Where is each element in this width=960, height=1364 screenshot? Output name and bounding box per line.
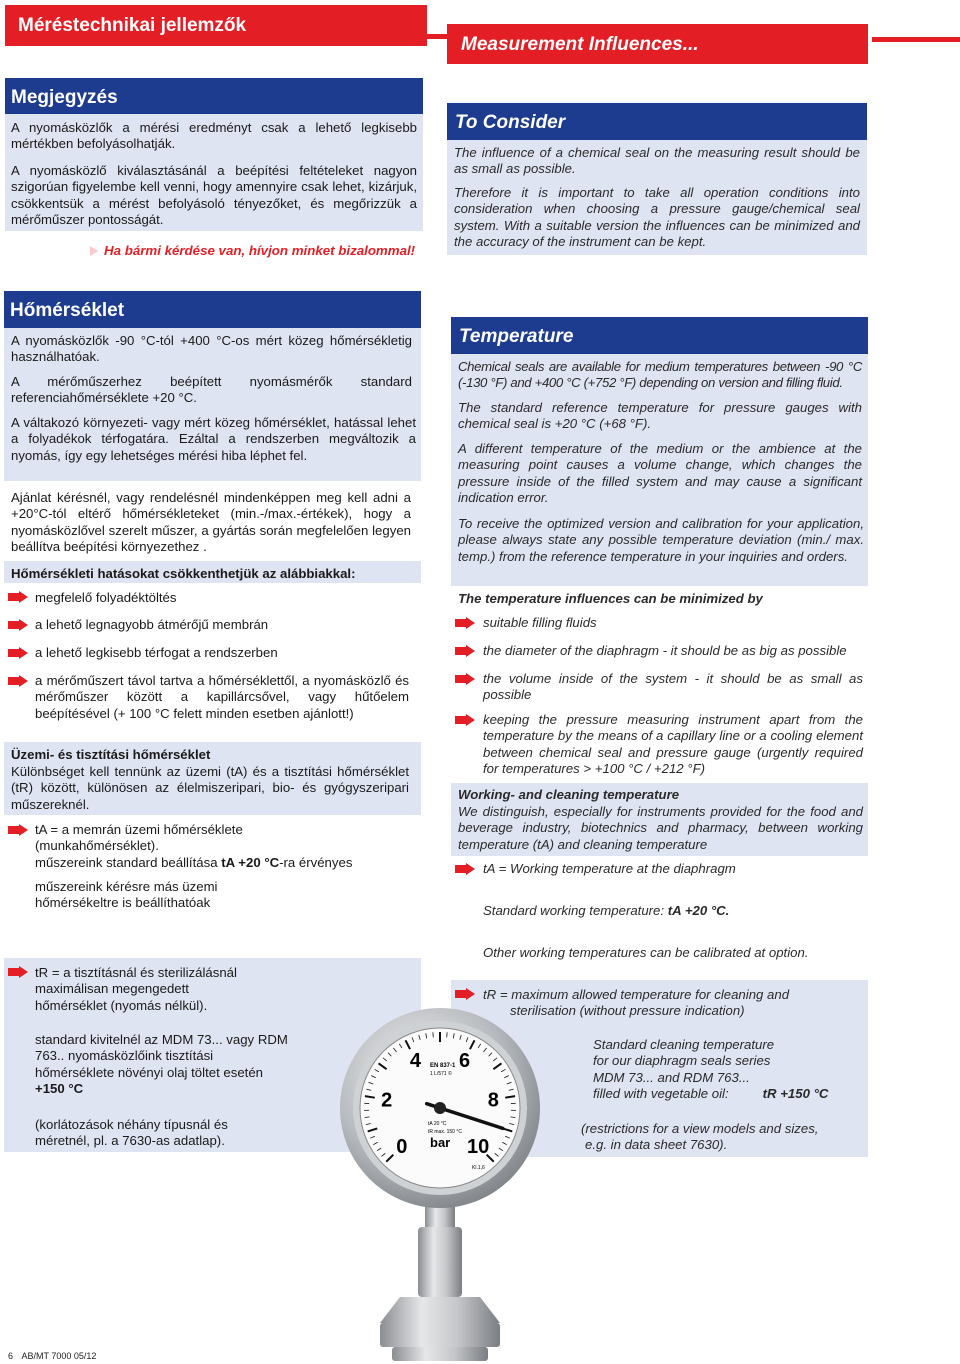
- bullet-arrow-icon: [455, 988, 475, 1000]
- temp-en-sub: [458, 591, 763, 607]
- temp-hu-sub-text: Hőmérsékleti hatásokat csökkenthetjük az alábbiakkal:: [11, 566, 356, 581]
- gauge-hub: [434, 1102, 446, 1114]
- temp-hu-tr2: maximálisan megengedett: [35, 981, 189, 997]
- gauge-tick-label: 2: [381, 1089, 393, 1112]
- note-hu-body: [5, 114, 423, 231]
- footer-code: AB/MT 7000 05/12: [21, 1351, 97, 1361]
- gauge-tr-label: tR max. 150 °C: [428, 1129, 462, 1135]
- pressure-gauge-image: [340, 1005, 540, 1364]
- temp-hu-sub: [11, 566, 356, 582]
- temp-hu-tr1: tR = a tisztításnál és sterilizálásnál: [35, 965, 237, 980]
- gauge-flange-base: [392, 1347, 488, 1361]
- temp-hu-work-heading-text: Üzemi- és tisztítási hőmérséklet: [11, 747, 211, 762]
- temp-en-tr6: [593, 1086, 828, 1102]
- temp-en-b1: [483, 615, 597, 631]
- temp-en-work-p: [458, 804, 863, 853]
- temp-en-p3: [458, 441, 862, 507]
- temp-hu-b1-text: megfelelő folyadéktöltés: [35, 590, 177, 605]
- gauge-ta-label: tA 20 °C: [428, 1121, 447, 1127]
- gauge-flange-cone: [380, 1297, 500, 1323]
- bullet-arrow-icon: [455, 617, 475, 629]
- bullet-arrow-icon: [455, 645, 475, 657]
- temp-hu-tr-std: [35, 1032, 288, 1098]
- footer-page: 6: [8, 1351, 14, 1361]
- temp-hu-ta5: hőmérsékeltre is beállíthatóak: [35, 895, 211, 911]
- bullet-arrow-icon: [8, 675, 28, 687]
- temp-en-b2: [483, 643, 847, 659]
- gauge-svg: [340, 1005, 540, 1364]
- temp-hu-ta3b: tA +20 °C: [221, 854, 280, 870]
- note-en-heading-text: To Consider: [455, 112, 566, 133]
- bullet-arrow-icon: [8, 647, 28, 659]
- temp-hu-tr4: standard kivitelnél az MDM 73... vagy RDM: [35, 1032, 288, 1047]
- temp-en-b1-text: suitable filling fluids: [483, 615, 597, 630]
- temp-hu-ta2: (munkahőmérséklet).: [35, 838, 159, 854]
- temp-hu-heading-text: Hőmérséklet: [10, 300, 125, 321]
- temp-en-b3-text: the volume inside of the system - it should be as small as possible: [483, 671, 863, 703]
- temp-hu-tr3: hőmérséklet (nyomás nélkül).: [35, 997, 208, 1013]
- temp-en-tr1: tR = maximum allowed temperature for cleaning and: [483, 987, 790, 1002]
- temp-hu-b3: [35, 645, 278, 661]
- temp-en-tr6a: filled with vegetable oil:: [593, 1086, 729, 1102]
- temp-hu-work-p-text: Különbséget kell tennünk az üzemi (tA) és a tisztítási hőmérséklet (tR) között, különösen az élelmiszeripari, bio- és gyógyszeripari műszereknél.: [11, 764, 409, 812]
- temp-hu-ta1: tA = a memrán üzemi hőmérséklete: [35, 822, 243, 837]
- temp-en-tr3: Standard cleaning temperature: [593, 1037, 775, 1052]
- temp-en-tr-note: [581, 1121, 818, 1154]
- temp-en-tr4: for our diaphragm seals series: [593, 1053, 771, 1069]
- temp-en-tr-std: [593, 1037, 828, 1103]
- note-hu-callout-text: Ha bármi kérdése van, hívjon minket bizalommal!: [104, 243, 416, 258]
- gauge-model: EN 837-1: [430, 1063, 456, 1069]
- temp-hu-ta-block: [35, 822, 352, 871]
- temp-en-p2-text: The standard reference temperature for pressure gauges with chemical seal is +20 °C (+68 °F).: [458, 400, 862, 432]
- temp-hu-b1: [35, 590, 176, 606]
- gauge-tick-label: 0: [396, 1136, 408, 1159]
- temp-hu-p3-text: A váltakozó környezeti- vagy mért közeg hőmérséklet, hatással lehet a folyadékok térfogatára. Ezáltal a rendszerben megváltozik a nyomás, így egy lehetséges mérési hiba léphet fel.: [11, 415, 416, 463]
- temp-en-p3-text: A different temperature of the medium or the ambience at the measuring point causes a volume change, which changes the pressure inside of the filled system and may cause a significant indication error.: [458, 441, 862, 506]
- temp-en-ta1: [483, 861, 736, 877]
- temp-hu-ta-extra: [35, 879, 217, 912]
- footer: [8, 1351, 96, 1361]
- header-en-title-text: Measurement Influences...: [461, 34, 699, 55]
- note-hu-p2: A nyomásközlő kiválasztásánál a beépítési feltételeket nagyon szigorúan figyelembe kell venni, hogy amennyire csak lehet, kizárjuk, csökkentsük a mérést befolyásoló tényezőket, és megőrizzük a mérőműszer pontosságát.: [11, 162, 417, 228]
- bullet-arrow-icon: [8, 966, 28, 978]
- gauge-tick-label: 4: [409, 1049, 422, 1072]
- temp-hu-work-p: [11, 764, 409, 813]
- temp-en-p4-text: To receive the optimized version and calibration for your application, please always state any possible temperature deviation (min./ max. temp.) from the reference temperature in your inquiries and orders.: [458, 516, 864, 564]
- temp-hu-p4: [11, 490, 411, 556]
- note-hu-heading: [5, 78, 423, 114]
- temp-en-work-p-text: We distinguish, especially for instruments provided for the food and beverage industry, biotechnics and pharmacy, between working temperature (tA) and cleaning temperature: [458, 804, 863, 852]
- temp-en-p1-text: Chemical seals are available for medium temperatures between -90 °C (-130 °F) and +400 °C (+752 °F) depending on version and filling fluid.: [458, 359, 862, 391]
- bullet-arrow-icon: [8, 824, 28, 836]
- temp-en-ta2b: tA +20 °C.: [667, 903, 730, 918]
- temp-hu-b4-text: a mérőműszert távol tartva a hőmérséklettől, a nyomásközlő és mérőműszer között a kapillárcsővel, vagy hűtőelem beépítésével (+ 100 °C felett minden esetben ajánlott!): [35, 673, 409, 721]
- header-hu-title: [5, 5, 427, 46]
- gauge-tick-label: 6: [458, 1049, 471, 1072]
- gauge-kl: Kl.1,6: [472, 1165, 485, 1171]
- bullet-arrow-icon: [455, 714, 475, 726]
- temp-en-p1: [458, 359, 862, 392]
- temp-en-ta2: [483, 903, 729, 919]
- note-en-heading: [447, 103, 867, 140]
- temp-hu-p3: [11, 415, 416, 464]
- temp-en-ta2a: Standard working temperature:: [483, 903, 668, 918]
- temp-hu-tr6: hőmérséklete növényi olaj töltet esetén: [35, 1064, 263, 1080]
- temp-hu-tr8: (korlátozások néhány típusnál és: [35, 1117, 228, 1132]
- bullet-arrow-icon: [455, 863, 475, 875]
- temp-en-ta3-text: Other working temperatures can be calibrated at option.: [483, 945, 809, 960]
- temp-en-ta1-text: tA = Working temperature at the diaphragm: [483, 861, 736, 876]
- temp-en-tr5: MDM 73... and RDM 763...: [593, 1069, 750, 1085]
- temp-hu-tr-note: [35, 1117, 228, 1150]
- temp-hu-ta4: műszereink kérésre más üzemi: [35, 879, 218, 894]
- temp-hu-tr-block: [35, 965, 237, 1014]
- header-red-tail: [872, 37, 960, 42]
- temp-hu-ta3c: -ra érvényes: [279, 854, 353, 870]
- note-en-p2: Therefore it is important to take all operation conditions into consideration when choosing a pressure gauge/chemical seal system. With a suitable version the influences can be minimized and the accuracy of the instrument can be kept.: [454, 184, 860, 250]
- temp-hu-work-heading: [11, 747, 210, 763]
- gauge-tick-label: 10: [467, 1136, 490, 1159]
- temp-hu-b2-text: a lehető legnagyobb átmérőjű membrán: [35, 617, 269, 632]
- temp-hu-tr5: 763.. nyomásközlőink tisztítási: [35, 1048, 214, 1064]
- temp-en-work-heading: [458, 787, 679, 803]
- temp-hu-p2: [11, 374, 412, 407]
- temp-hu-p1-text: A nyomásközlők -90 °C-tól +400 °C-os mért közeg hőmérsékletig használhatóak.: [11, 333, 412, 365]
- temp-hu-p2-text: A mérőműszerhez beépített nyomásmérők standard referenciahőmérséklete +20 °C.: [11, 374, 412, 406]
- temp-en-b4-text: keeping the pressure measuring instrument apart from the temperature by the means of a capillary line or a cooling element between chemical seal and pressure gauge (urgently required for temperatures > +100 °C / +212 °F): [483, 712, 863, 777]
- temp-en-work-heading-text: Working- and cleaning temperature: [458, 787, 680, 802]
- bullet-arrow-icon: [8, 619, 28, 631]
- temp-hu-ta3a: műszereink standard beállítása: [35, 854, 222, 870]
- temp-hu-tr9: méretnél, pl. a 7630-as adatlap).: [35, 1133, 225, 1149]
- note-hu-p1: A nyomásközlők a mérési eredményt csak a lehető legkisebb mértékben befolyásolhatják.: [11, 120, 417, 152]
- temp-en-b3: [483, 671, 863, 704]
- temp-en-heading-text: Temperature: [459, 326, 574, 347]
- gauge-stem: [418, 1227, 462, 1297]
- header-en-title: [447, 24, 868, 64]
- temp-hu-p1: [11, 333, 412, 366]
- gauge-unit: bar: [430, 1135, 451, 1150]
- temp-hu-p4-text: Ajánlat kérésnél, vagy rendelésnél mindenképpen meg kell adni a +20°C-tól eltérő hőmérsékleteket (min.-/max.-értékek), hogy a nyomásközlővel szerelt műszer, a gyártás során megfelelően legyen beállítva beépítési környezethez .: [11, 490, 411, 555]
- temp-hu-heading: [4, 291, 421, 328]
- temp-en-b4: [483, 712, 863, 778]
- temp-en-p2: [458, 400, 862, 433]
- callout-arrow-icon: [90, 246, 98, 256]
- note-hu-heading-text: Megjegyzés: [11, 87, 118, 108]
- gauge-class-code: 1 L/571 ©: [430, 1071, 452, 1077]
- temp-en-heading: [451, 317, 868, 354]
- temp-en-tr7: (restrictions for a view models and sizes,: [581, 1121, 819, 1136]
- bullet-arrow-icon: [455, 673, 475, 685]
- temp-en-p4: [458, 516, 864, 565]
- note-en-body: [447, 140, 867, 255]
- temp-en-b2-text: the diameter of the diaphragm - it should be as big as possible: [483, 643, 847, 658]
- temp-hu-tr7: +150 °C: [35, 1081, 84, 1097]
- temp-hu-b4: [35, 673, 409, 722]
- temp-hu-b2: [35, 617, 268, 633]
- note-en-p1: The influence of a chemical seal on the measuring result should be as small as possible.: [454, 145, 860, 177]
- temp-hu-b3-text: a lehető legkisebb térfogat a rendszerben: [35, 645, 278, 660]
- temp-en-tr8: e.g. in data sheet 7630).: [585, 1137, 728, 1153]
- temp-hu-ta3: [35, 855, 352, 871]
- header-red-connector: [427, 34, 447, 39]
- gauge-flange: [380, 1323, 500, 1347]
- temp-en-sub-text: The temperature influences can be minimized by: [458, 591, 763, 606]
- temp-en-ta3: [483, 945, 808, 961]
- bullet-arrow-icon: [8, 591, 28, 603]
- note-hu-callout: [104, 243, 415, 258]
- gauge-tick-label: 8: [487, 1089, 499, 1112]
- temp-en-tr6b: tR +150 °C: [762, 1086, 829, 1102]
- header-hu-title-text: Méréstechnikai jellemzők: [18, 15, 247, 36]
- temp-en-tr2: sterilisation (without pressure indication): [510, 1003, 745, 1019]
